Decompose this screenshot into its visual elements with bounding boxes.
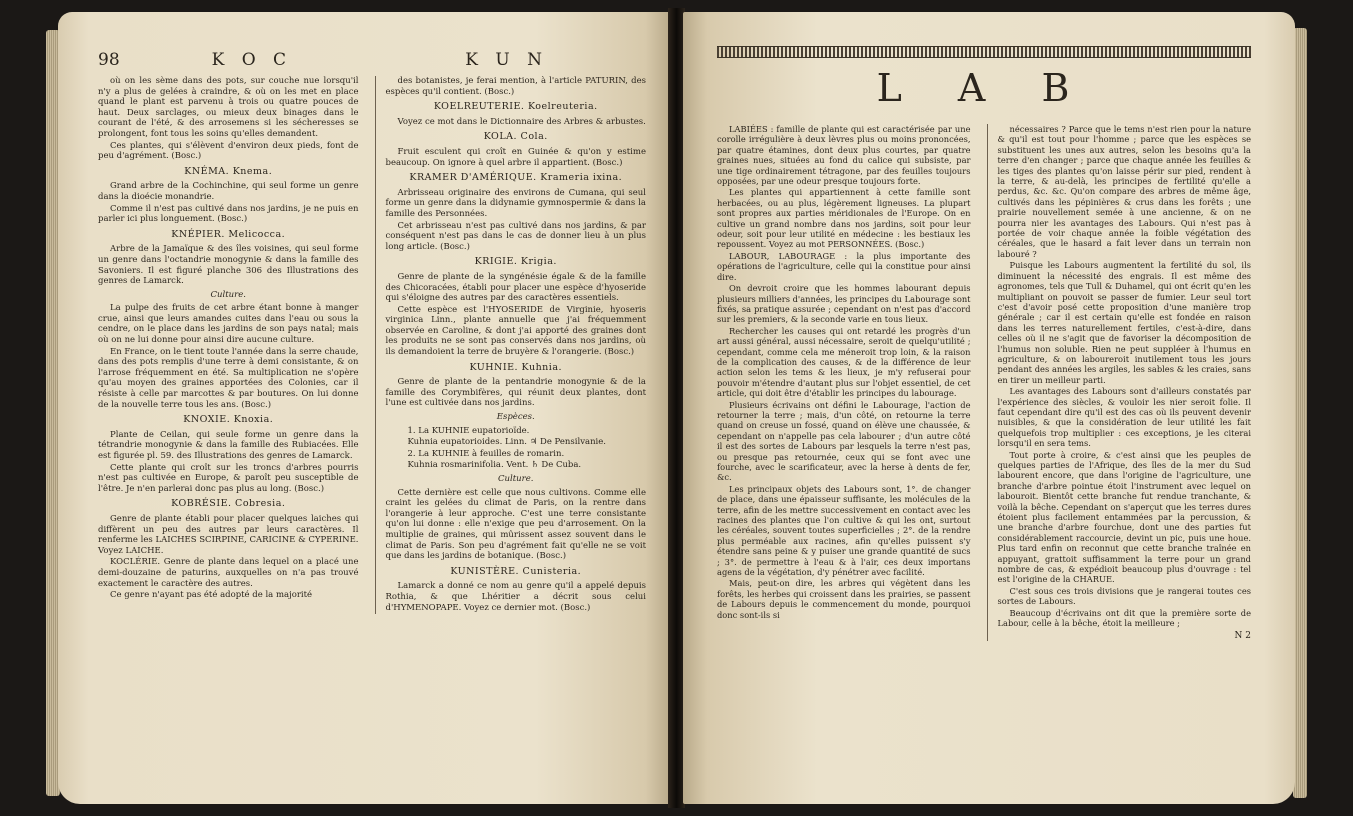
paragraph: Voyez ce mot dans le Dictionnaire des Arbres & arbustes.	[397, 116, 646, 127]
paragraph: Cette dernière est celle que nous cultivons. Comme elle craint les gelées du climat de Paris, on la rentre dans l'orangerie à leur approche. C'est une terre consistante qu'on lui donne : elle n'exige que peu d'arrosement. On la multiplie de graines, qui mûrissent assez souvent dans le climat de Paris. Son peu d'agrément fait qu'elle ne se voit que dans les jardins de botanique. (Bosc.)	[385, 487, 646, 562]
right-page	[683, 12, 1295, 804]
entry-heading-kola: KOLA. Cola.	[483, 131, 548, 143]
paragraph: C'est sous ces trois divisions que je rangerai toutes ces sortes de Labours.	[997, 585, 1251, 607]
paragraph: Genre de plante établi pour placer quelques laiches qui diffèrent un peu des autres par leurs caractères. Il renferme les LAICHES SCIRPINE, CARICINE & CYPERINE. Voyez LAICHE.	[98, 513, 359, 556]
paragraph: Rechercher les causes qui ont retardé les progrès d'un art aussi général, aussi nécessaire, seroit de quelqu'utilité ; cependant, comme cela me méneroit trop loin, & la raison de la complication des causes, & de la différence de leur action selon les tems & les lieux, je m'y refuserai pour pouvoir m'étendre d'autant plus sur l'objet essentiel, de cet article, qui doit être d'établir les principes du labourage.	[717, 325, 971, 399]
paragraph: Genre de plante de la pentandrie monogynie & de la famille des Corymbifères, qui réunit deux plantes, dont l'une est cultivée dans nos jardins.	[385, 377, 646, 409]
paragraph: Puisque les Labours augmentent la fertilité du sol, ils diminuent la nécessité des engrais. Il est même des agronomes, tels que Tull & Duhamel, qui ont écrit qu'en les multipliant on pouvoit se passer de fumier. Leur seul tort c'est d'avoir posé cette proposition d'une manière trop générale ; car il est certain qu'elle est fondée en raison dans les terres naturellement fertiles, c'est-à-dire, dans celles où il ne s'agit que de favoriser la décomposition de l'humus non soluble. Rien ne peut suppléer à l'humus en agriculture, & on laboureroit inutilement tous les jours pendant des années les argiles, les sables & les craies, sans en tirer un meilleur parti.	[997, 260, 1251, 385]
list-item: Kuhnia rosmarinifolia. Vent. ♄ De Cuba.	[407, 460, 582, 471]
paragraph: La pulpe des fruits de cet arbre étant bonne à manger crue, ainsi que leurs amandes cuites dans l'eau ou sous la cendre, on le place dans les jardins de son pays natal; mais où on ne lui donne pour ainsi dire aucune culture.	[98, 303, 359, 346]
entry-heading-koelreuterie: KOELREUTERIE. Koelreuteria.	[433, 101, 598, 113]
paragraph: Cette espèce est l'HYOSERIDE de Virginie, hyoseris virginica Linn., plante annuelle que j'ai fréquemment observée en Caroline, & dont j'ai apporté des graines dont les produits ne se sont pas conservés dans nos jardins, où ils demandoient la terre de bruyère & l'orangerie. (Bosc.)	[385, 304, 646, 358]
list-item: 2. La KUHNIE à feuilles de romarin.	[407, 448, 565, 459]
running-head-left: K O C	[211, 50, 293, 70]
paragraph: Comme il n'est pas cultivé dans nos jardins, je ne puis en parler ici plus longuement. (Bosc.)	[98, 203, 359, 225]
paragraph: Les principaux objets des Labours sont, 1°. de changer de place, dans une épaisseur suffisante, les molécules de la terre, afin de les mettre successivement en contact avec les racines des plantes que l'on cultive & qui les ont, surtout les céréales, souvent toutes superficielles ; 2°. de la rendre plus perméable aux racines, afin qu'elles puissent s'y étendre sans peine & y puiser une grande quantité de sucs ; 3°. de permettre à l'eau & à l'air, ces deux importans agens de la végétation, d'y pénétrer avec facilité.	[717, 483, 971, 578]
entry-heading-knema: KNÉMA. Knema.	[184, 165, 273, 177]
subheading-culture: Culture.	[498, 474, 534, 484]
subheading-especes: Espèces.	[496, 412, 535, 423]
paragraph: LABOUR, LABOURAGE : la plus importante des opérations de l'agriculture, celle qui la constitue pour ainsi dire.	[717, 250, 971, 282]
left-column-1	[98, 76, 359, 614]
page-number: 98	[98, 50, 120, 70]
signature-mark: N 2	[1234, 630, 1251, 641]
entry-heading-knepier: KNÉPIER. Melicocca.	[171, 228, 286, 240]
section-title: L A B	[876, 66, 1092, 110]
list-item: Kuhnia eupatorioides. Linn. ♃ De Pensilvanie.	[407, 437, 606, 448]
paragraph: Les avantages des Labours sont d'ailleurs constatés par l'expérience des siècles, & vouloir les nier seroit folie. Il faut cependant dire qu'il est des cas où ils peuvent devenir nuisibles, & que la considération de leur utilité les fait quelquefois trop multiplier : ces exceptions, je les citerai lorsqu'il en sera tems.	[997, 386, 1251, 449]
paragraph: Plusieurs écrivains ont défini le Labourage, l'action de retourner la terre ; mais, d'un côté, on retourne la terre quand on creuse un fossé, quand on élève une chaussée, & cependant on n'appelle pas cela labourer ; d'un autre côté il est des sortes de Labours par lesquels la terre n'est pas, ou presque pas retournée, ceux qui se font avec une fourche, avec le scarificateur, avec la herse à dents de fer, &c.	[717, 399, 971, 483]
paragraph: Grand arbre de la Cochinchine, qui seul forme un genre dans la dioécie monandrie.	[98, 181, 359, 202]
paragraph: Mais, peut-on dire, les arbres qui végètent dans les forêts, les herbes qui croissent dans les prairies, se passent de Labours depuis le commencement du monde, pourquoi donc sont-ils si	[717, 578, 971, 620]
left-page	[58, 12, 670, 804]
paragraph: LABIÉES : famille de plante qui est caractérisée par une corolle irrégulière à deux lèvres plus ou moins prononcées, par quatre étamines, dont deux plus courtes, par quatre graines nues, situées au fond du calice qui subsiste, par une tige ordinairement tétragone, par des feuilles toujours opposées, par une odeur presque toujours forte.	[717, 124, 971, 187]
paragraph: Les plantes qui appartiennent à cette famille sont herbacées, ou au plus, légèrement ligneuses. La plupart sont propres aux parties méridionales de l'Europe. On en cultive un grand nombre dans nos jardins, soit pour leur odeur, soit pour leur utilité en médecine : les bestiaux les repoussent. Voyez au mot PERSONNÉES. (Bosc.)	[717, 187, 971, 250]
paragraph: Arbre de la Jamaïque & des îles voisines, qui seul forme un genre dans l'octandrie monogynie & dans la famille des Savoniers. Il est figuré planche 306 des Illustrations des genres de Lamarck.	[98, 244, 359, 287]
entry-heading-krigie: KRIGIE. Krigia.	[474, 256, 557, 268]
paragraph: nécessaires ? Parce que le tems n'est rien pour la nature & qu'il est tout pour l'homme ; parce que les espèces se substituent les unes aux autres, selon les besoins qu'a la terre d'en changer ; parce que chaque année les feuilles & les tiges des plantes qu'on laisse périr sur pied, rendent à la terre, & au-delà, les principes de fertilité qu'elle a perdus, &c. &c. Qu'on compare des arbres de même âge, cultivés dans les pépinières & crus dans les forêts ; une prairie nouvellement semée à une ancienne, & on ne pourra nier les avantages des Labours. Qui n'est pas à portée de voir chaque année la foible végétation des céréales, que le hasard a fait lever dans un terrain non labouré ?	[997, 124, 1251, 259]
paragraph: Cette plante qui croît sur les troncs d'arbres pourris n'est pas cultivée en Europe, & paroît peu susceptible de l'être. Je n'en parlerai donc pas plus au long. (Bosc.)	[98, 462, 359, 494]
paragraph: Beaucoup d'écrivains ont dit que la première sorte de Labour, celle à la bêche, étoit la meilleure ;	[997, 607, 1251, 629]
paragraph: des botanistes, je ferai mention, à l'article PATURIN, des espèces qu'il contient. (Bosc.)	[385, 76, 646, 97]
paragraph: où on les sème dans des pots, sur couche nue lorsqu'il n'y a plus de gelées à craindre, & où on les met en place quand le plant est parvenu à trois ou quatre pouces de haut. Deux sarclages, ou mieux deux binages dans le courant de l'été, & des arrosemens si les sécheresses se prolongent, font tous les soins qu'elles demandent.	[98, 76, 359, 139]
paragraph: Fruit esculent qui croît en Guinée & qu'on y estime beaucoup. On ignore à quel arbre il appartient. (Bosc.)	[385, 146, 646, 168]
entry-heading-kunistere: KUNISTÈRE. Cunisteria.	[450, 565, 582, 577]
entry-heading-knoxie: KNOXIE. Knoxia.	[183, 414, 274, 426]
right-column-2	[987, 124, 1252, 641]
header-ornament	[717, 46, 1251, 58]
paragraph: On devroit croire que les hommes labourant depuis plusieurs milliers d'années, les principes du Labourage sont fixés, sa pratique assurée ; cependant on n'est pas d'accord sur les premiers, & la seconde varie en tous lieux.	[717, 283, 971, 325]
subheading-culture: Culture.	[210, 289, 246, 300]
list-item: 1. La KUHNIE eupatorioïde.	[407, 425, 530, 436]
entry-heading-kramer: KRAMER D'AMÉRIQUE. Krameria ixina.	[409, 172, 623, 184]
entry-heading-kuhnie: KUHNIE. Kuhnia.	[469, 361, 563, 373]
paragraph: Lamarck a donné ce nom au genre qu'il a appelé depuis Rothia, & que Lhéritier a décrit sous celui d'HYMENOPAPE. Voyez ce dernier mot. (Bosc.)	[385, 581, 646, 613]
paragraph: Ces plantes, qui s'élèvent d'environ deux pieds, font de peu d'agrément. (Bosc.)	[98, 140, 359, 162]
paragraph: En France, on le tient toute l'année dans la serre chaude, dans des pots remplis d'une terre à demi consistante, & on l'arrose fréquemment en été. Sa multiplication ne s'opère qu'au moyen des graines apportées des Colonies, car il résiste à celle par marcottes & par boutures. On lui donne de la nouvelle terre tous les ans. (Bosc.)	[98, 346, 359, 410]
paragraph: Arbrisseau originaire des environs de Cumana, qui seul forme un genre dans la didynamie gymnospermie & dans la famille des Personnées.	[385, 187, 646, 219]
entry-heading-kobresie: KOBRÉSIE. Cobresia.	[171, 498, 286, 510]
paragraph: KOCLÉRIE. Genre de plante dans lequel on a placé une demi-douzaine de paturins, auxquelles on n'a pas trouvé exactement le caractère des autres.	[98, 557, 359, 589]
left-column-2	[375, 76, 647, 614]
right-page-edges	[1293, 28, 1307, 798]
running-head	[98, 50, 646, 70]
paragraph: Ce genre n'ayant pas été adopté de la majorité	[110, 590, 313, 601]
running-head-right: K U N	[465, 50, 548, 70]
paragraph: Cet arbrisseau n'est pas cultivé dans nos jardins, & par conséquent n'est pas dans le cas de donner lieu à un plus long article. (Bosc.)	[385, 220, 646, 252]
paragraph: Genre de plante de la syngénésie égale & de la famille des Chicoracées, établi pour placer une espèce d'hyoseride qui s'éloigne des autres par des caractères essentiels.	[385, 271, 646, 304]
paragraph: Plante de Ceilan, qui seule forme un genre dans la tétrandrie monogynie & dans la famille des Rubiacées. Elle est figurée pl. 59. des Illustrations des genres de Lamarck.	[98, 429, 359, 461]
paragraph: Tout porte à croire, & c'est ainsi que les peuples de quelques parties de l'Afrique, des îles de la mer du Sud labourent encore, que dans l'origine de l'agriculture, une branche d'arbre pointue étoit l'instrument avec lequel on labouroit. Bientôt cette branche fut rendue tranchante, & voilà la bêche. Cependant on s'aperçut que les terres dures étoient plus facilement entammées par la percussion, & une branche d'arbre fourchue, dont une des parties fut considérablement raccourcie, devint un pic, puis une houe. Plus tard enfin on reconnut que cette branche traînée en appuyant, grattoit suffisamment la terre pour un grand nombre de cas, & expédioit beaucoup plus d'ouvrage : tel est l'origine de la CHARUE.	[997, 449, 1251, 585]
right-column-1	[717, 124, 971, 641]
